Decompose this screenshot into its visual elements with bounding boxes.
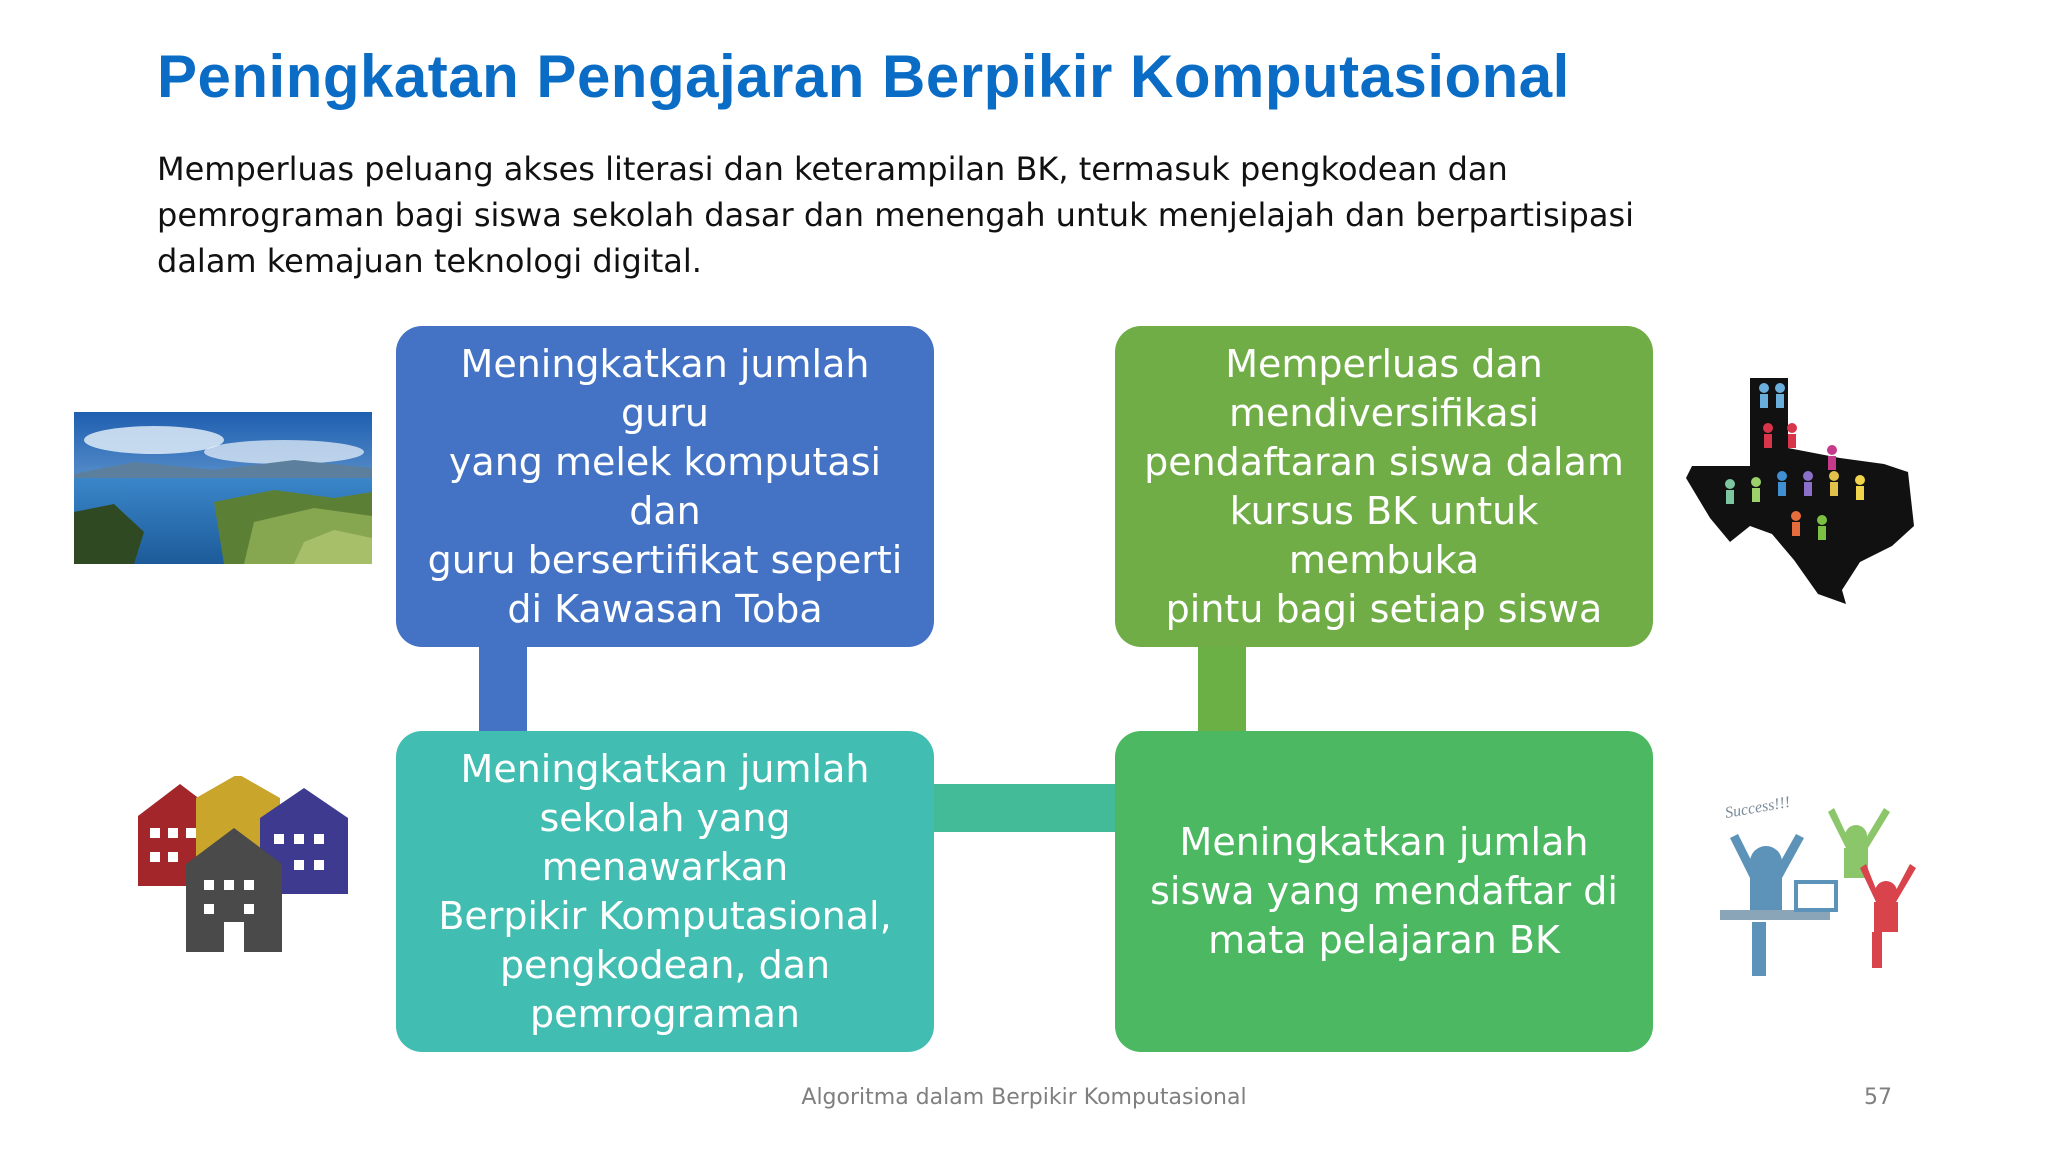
box-line: kursus BK untuk membuka [1229, 488, 1539, 582]
box-students [1115, 731, 1653, 1052]
texas-map-people-icon [1684, 376, 1920, 606]
box-line: siswa yang mendaftar di [1150, 869, 1618, 913]
box-line: Memperluas dan [1225, 341, 1543, 386]
box-line: guru bersertifikat seperti [427, 537, 903, 582]
box-schools [396, 731, 934, 1052]
connector-schools-students [934, 784, 1115, 832]
lake-toba-photo [74, 412, 372, 564]
slide-subtitle: Memperluas peluang akses literasi dan keterampilan BK, termasuk pengkodean dan pemrograman bagi siswa sekolah dasar dan menengah untuk menjelajah dan berpartisipasi dalam kemajuan teknologi digital. [157, 150, 1635, 280]
page-number: 57 [1864, 1085, 1892, 1110]
box-line: pintu bagi setiap siswa [1165, 586, 1603, 631]
box-line: Meningkatkan jumlah guru [460, 341, 870, 435]
box-line: pendaftaran siswa dalam [1144, 439, 1624, 484]
slide-footer: Algoritma dalam Berpikir Komputasional [801, 1085, 1247, 1110]
box-line: pengkodean, dan [499, 942, 831, 987]
box-teachers [396, 326, 934, 647]
connector-teachers-schools [479, 647, 527, 731]
box-line: pemrograman [530, 991, 800, 1036]
slide-title: Peningkatan Pengajaran Berpikir Komputasional [157, 43, 1570, 110]
connector-enrollment-students [1198, 647, 1246, 731]
box-line: mendiversifikasi [1229, 390, 1539, 435]
box-line: sekolah yang menawarkan [539, 795, 791, 889]
school-buildings-icon [134, 776, 354, 956]
box-line: di Kawasan Toba [507, 586, 823, 631]
success-students-icon [1700, 782, 1926, 982]
box-enrollment [1115, 326, 1653, 647]
box-line: Meningkatkan jumlah [460, 746, 870, 791]
box-line: Meningkatkan jumlah [1179, 820, 1589, 864]
box-line: mata pelajaran BK [1208, 918, 1560, 962]
box-line: Berpikir Komputasional, [438, 893, 892, 938]
success-caption: Success!!! [1723, 793, 1792, 822]
box-line: yang melek komputasi dan [448, 439, 882, 533]
